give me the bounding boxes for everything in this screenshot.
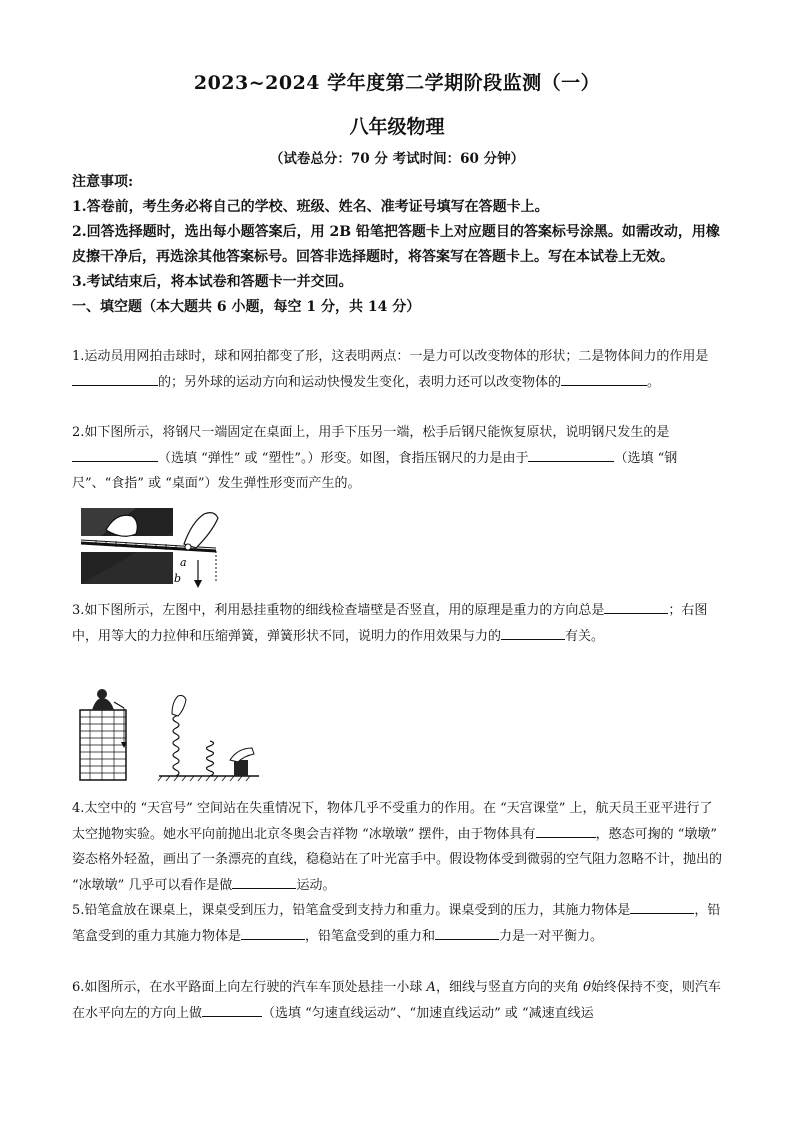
- question-text: 始终保持不变，则汽车在水平向左的方向上做: [72, 980, 721, 1021]
- question-text: ，铅笔盒受到的重力和: [305, 928, 436, 944]
- answer-blank: [501, 625, 565, 640]
- notice-item: 1.答卷前，考生务必将自己的学校、班级、姓名、准考证号填写在答题卡上。: [72, 199, 549, 215]
- notice-item: 3.考试结束后，将本试卷和答题卡一并交回。: [72, 274, 353, 290]
- answer-blank: [536, 823, 596, 838]
- question-text: 3.如下图所示，左图中，利用悬挂重物的细线检查墙壁是否竖直，用的原理是重力的方向总是: [72, 603, 605, 618]
- figure-label-a: a: [180, 556, 187, 569]
- answer-blank: [561, 371, 647, 386]
- figure-label-b: b: [174, 572, 182, 585]
- question-text: ，憨态可掬的 “墩墩” 姿态格外轻盈，画出了一条漂亮的直线，稳稳站在了叶光富手中。假设物体受到微弱的空气阻力忽略不计，抛出的 “冰墩墩” 几乎可以看作是做: [72, 826, 723, 893]
- question-text: 有关。: [565, 628, 605, 644]
- question-text: ；右图中，用等大的力拉伸和压缩弹簧，弹簧形状不同，说明力的作用效果与力的: [72, 603, 708, 644]
- question-text: 6.如图所示，在水平路面上向左行驶的汽车车顶处悬挂一小球: [72, 980, 427, 995]
- answer-blank: [72, 447, 158, 462]
- question-text: 1.运动员用网拍击球时，球和网拍都变了形，这表明两点：一是力可以改变物体的形状；二是物体间力的作用是: [72, 349, 709, 364]
- variable-a: A: [426, 980, 436, 995]
- question-text: ，细线与竖直方向的夹角: [435, 980, 584, 995]
- question-1: [72, 344, 724, 395]
- question-text: 力是一对平衡力。: [499, 928, 604, 944]
- question-text: 的；另外球的运动方向和运动快慢发生变化，表明力还可以改变物体的: [158, 374, 562, 390]
- answer-blank: [232, 874, 296, 889]
- ruler-figure: [76, 502, 226, 594]
- question-text: 4.太空中的 “天宫号” 空间站在失重情况下，物体几乎不受重力的作用。在 “天宫课堂” 上，航天员王亚平进行了太空抛物实验。她水平向前抛出北京冬奥会吉祥物 “冰墩墩” 摆件，由于物体具有: [72, 801, 713, 842]
- variable-theta: θ: [583, 980, 591, 995]
- question-4: [72, 796, 724, 898]
- notice-item: 2.回答选择题时，选出每小题答案后，用 2B 铅笔把答题卡上对应题目的答案标号涂黑。如需改动，用橡皮擦干净后，再选涂其他答案标号。回答非选择题时，将答案写在答题卡上。写在本试卷上无效。: [72, 224, 720, 265]
- answer-blank: [72, 371, 158, 386]
- question-2: [72, 420, 724, 497]
- ruler-desk-illustration: [76, 502, 226, 590]
- exam-title: 2023~2024 学年度第二学期阶段监测（一）: [193, 72, 601, 94]
- section-heading: 一、填空题（本大题共 6 小题，每空 1 分，共 14 分）: [72, 299, 421, 315]
- question-text: 。: [647, 374, 661, 390]
- question-3: [72, 598, 724, 649]
- notice-section: [72, 170, 724, 320]
- answer-blank: [435, 925, 499, 940]
- question-text: （选填 “匀速直线运动”、“加速直线运动” 或 “减速直线运: [262, 1005, 594, 1021]
- question-text: 5.铅笔盒放在课桌上，课桌受到压力，铅笔盒受到支持力和重力。课桌受到的压力，其施力物体是: [72, 903, 631, 918]
- subject-title: 八年级物理: [349, 116, 445, 138]
- question-6: [72, 975, 724, 1026]
- answer-blank: [528, 447, 614, 462]
- answer-blank: [604, 599, 668, 614]
- question-text: ，铅笔盒受到的重力其施力物体是: [72, 903, 721, 944]
- notice-heading: 注意事项:: [72, 174, 134, 190]
- exam-info: （试卷总分：70 分 考试时间：60 分钟）: [269, 151, 525, 167]
- plumb-line-and-springs-illustration: [74, 684, 264, 784]
- question-text: （选填 “钢尺”、“食指” 或 “桌面”）发生弹性形变而产生的。: [72, 450, 678, 491]
- question-text: 运动。: [296, 877, 336, 893]
- answer-blank: [241, 925, 305, 940]
- question-text: （选填 “弹性” 或 “塑性”。）形变。如图，食指压钢尺的力是由于: [158, 450, 529, 466]
- question-5: [72, 898, 724, 949]
- plumb-spring-figure: [74, 684, 264, 788]
- question-text: 2.如下图所示，将钢尺一端固定在桌面上，用手下压另一端，松手后钢尺能恢复原状，说明钢尺发生的是: [72, 425, 670, 440]
- answer-blank: [202, 1002, 262, 1017]
- answer-blank: [630, 899, 694, 914]
